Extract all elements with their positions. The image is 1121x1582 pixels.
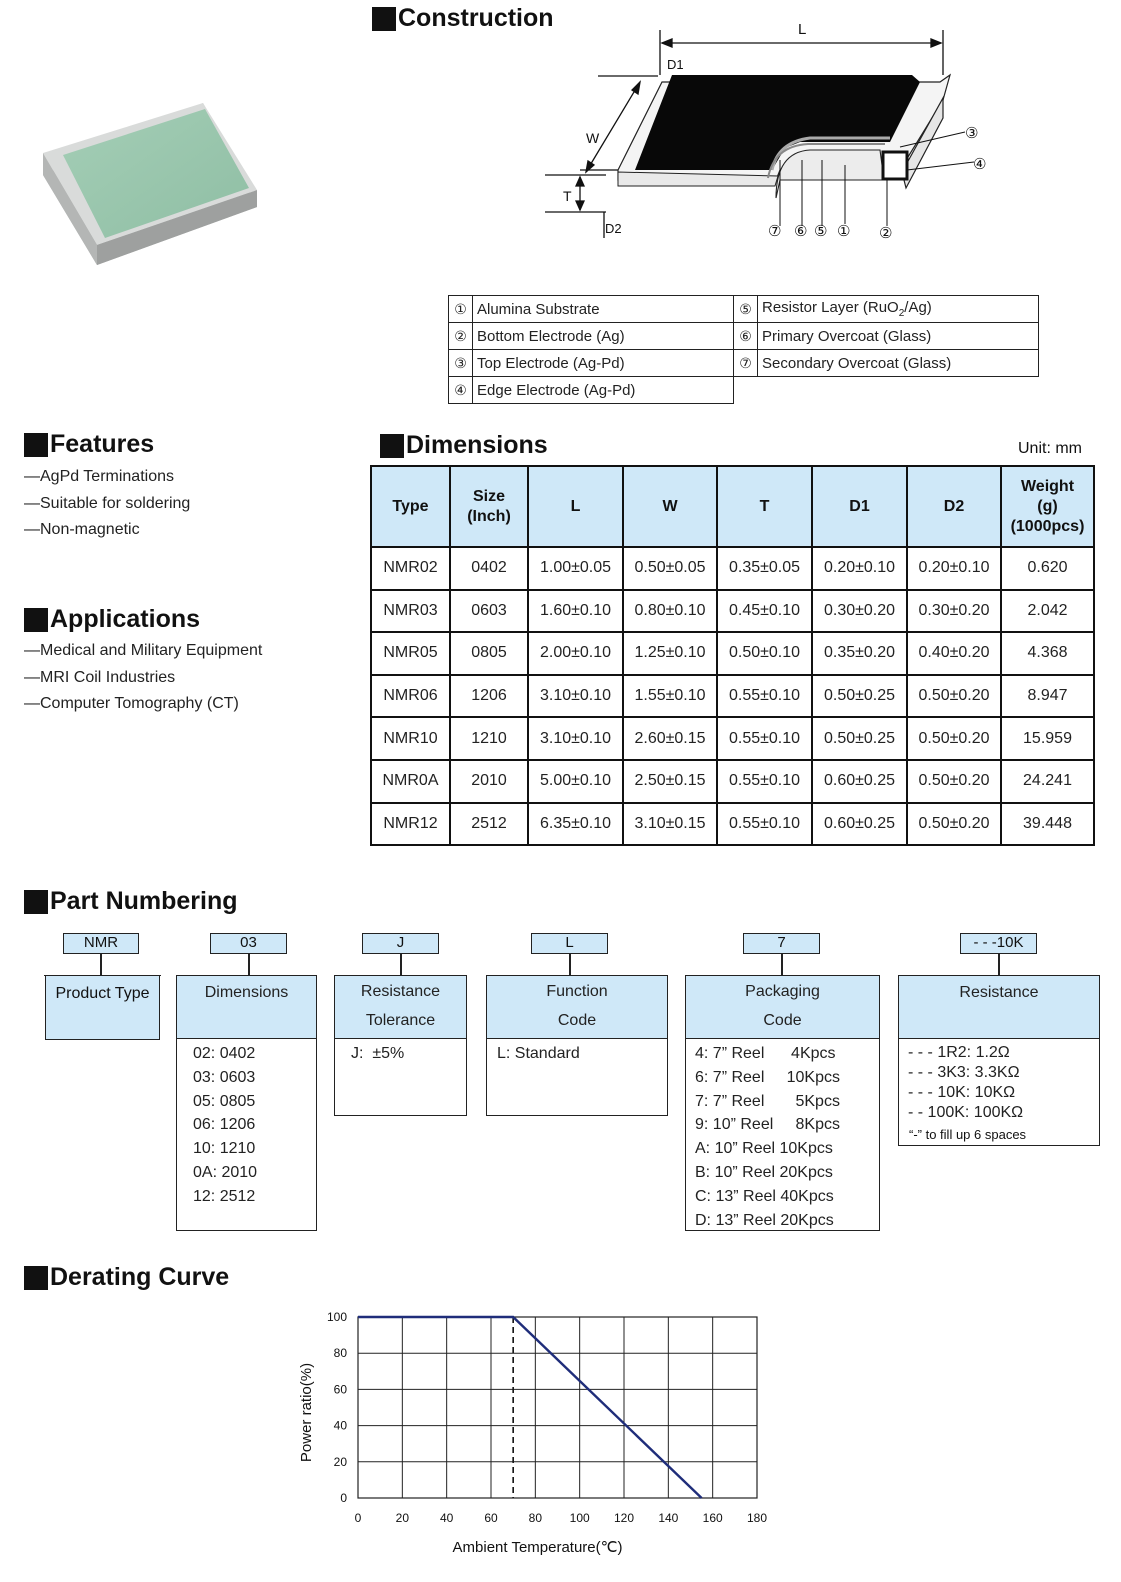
derating-chart	[290, 1300, 790, 1570]
table-cell: 4.368	[1001, 632, 1094, 675]
table-cell: NMR05	[371, 632, 450, 675]
table-cell: 1.00±0.05	[528, 547, 623, 590]
table-cell: 0.50±0.25	[812, 675, 907, 718]
table-cell: 0.35±0.20	[812, 632, 907, 675]
pn-col-resistance: Resistance - - - 1R2: 1.2Ω - - - 3K3: 3.3KΩ - - - 10K: 10KΩ - - 100K: 100KΩ “-” to fill up 6 spaces	[898, 975, 1100, 1146]
table-cell: 0.50±0.20	[907, 760, 1001, 803]
table-cell: 0.60±0.25	[812, 803, 907, 846]
table-cell: 0.50±0.20	[907, 675, 1001, 718]
table-cell: 0.80±0.10	[623, 590, 717, 633]
table-row	[371, 803, 1094, 846]
table-cell: 5.00±0.10	[528, 760, 623, 803]
table-cell: 0.40±0.20	[907, 632, 1001, 675]
list-item: —Computer Tomography (CT)	[24, 695, 239, 712]
callout-3: ③	[965, 125, 979, 142]
table-row	[371, 590, 1094, 633]
table-cell: 1210	[450, 717, 528, 760]
table-cell: NMR06	[371, 675, 450, 718]
y-tick-label: 40	[333, 1418, 347, 1433]
callout-1: ①	[837, 223, 851, 240]
table-cell: 0.50±0.25	[812, 717, 907, 760]
table-cell: 0.35±0.05	[717, 547, 812, 590]
pn-col-product-type: Product Type	[45, 975, 160, 1040]
x-tick-label: 140	[658, 1511, 679, 1525]
x-tick-label: 80	[528, 1511, 543, 1525]
table-cell: 2010	[450, 760, 528, 803]
table-cell: 0.30±0.20	[812, 590, 907, 633]
applications-list	[24, 638, 262, 718]
table-cell: 0402	[450, 547, 528, 590]
table-cell: 0.55±0.10	[717, 717, 812, 760]
table-cell: 2.042	[1001, 590, 1094, 633]
table-row	[371, 675, 1094, 718]
callout-5: ⑤	[814, 223, 828, 240]
dimensions-title: Dimensions	[380, 431, 548, 460]
plot-frame	[358, 1317, 757, 1498]
table-cell: 24.241	[1001, 760, 1094, 803]
part-numbering-title: Part Numbering	[24, 887, 238, 916]
table-cell: NMR10	[371, 717, 450, 760]
table-cell: 0.20±0.10	[907, 547, 1001, 590]
pn-col-tolerance: Resistance Tolerance J: ±5%	[334, 975, 467, 1116]
x-tick-label: 100	[569, 1511, 590, 1525]
pn-code-tolerance: J	[362, 933, 439, 954]
table-cell: NMR0A	[371, 760, 450, 803]
y-tick-label: 20	[333, 1454, 347, 1469]
table-cell: 0.620	[1001, 547, 1094, 590]
x-tick-label: 60	[484, 1511, 498, 1525]
x-tick-label: 180	[746, 1511, 768, 1525]
list-item: —Non-magnetic	[24, 521, 140, 538]
table-cell: 3.10±0.10	[528, 717, 623, 760]
callout-6: ⑥	[794, 223, 808, 240]
table-cell: 3.10±0.10	[528, 675, 623, 718]
table-cell: 39.448	[1001, 803, 1094, 846]
table-cell: 1.60±0.10	[528, 590, 623, 633]
pn-code-function: L	[531, 933, 608, 954]
features-title: Features	[24, 430, 154, 459]
table-cell: 1.55±0.10	[623, 675, 717, 718]
pn-code-dimension: 03	[210, 933, 287, 954]
pn-col-function: Function Code L: Standard	[486, 975, 668, 1116]
dim-label-W: W	[586, 130, 600, 146]
list-item: —AgPd Terminations	[24, 468, 174, 485]
table-cell: 2512	[450, 803, 528, 846]
construction-legend: ① Alumina Substrate ⑤ Resistor Layer (RuO$_2$/Ag) ② Bottom Electrode (Ag) ⑥ Primary Overcoat (Glass) ③ Top Electrode (Ag-Pd) ⑦ Secondary Overcoat (Glass) ④ Edge Electrode (Ag-Pd)	[448, 295, 1039, 404]
dim-label-D2: D2	[605, 221, 622, 236]
table-cell: NMR03	[371, 590, 450, 633]
derating-title: Derating Curve	[24, 1263, 229, 1292]
callout-2: ②	[879, 225, 893, 242]
unit-note: Unit: mm	[1018, 440, 1082, 457]
table-cell: 0.50±0.20	[907, 803, 1001, 846]
table-row	[371, 717, 1094, 760]
x-tick-label: 160	[702, 1511, 723, 1525]
x-tick-label: 0	[354, 1511, 362, 1525]
derating-series-line	[358, 1317, 702, 1498]
x-tick-label: 40	[439, 1511, 454, 1525]
table-cell: 0.30±0.20	[907, 590, 1001, 633]
table-cell: 0.55±0.10	[717, 675, 812, 718]
table-cell: 15.959	[1001, 717, 1094, 760]
table-cell: 2.60±0.15	[623, 717, 717, 760]
table-header-row: Type Size (Inch) L W T D1 D2 Weight (g) (1000pcs)	[371, 466, 1094, 547]
y-tick-label: 60	[333, 1382, 347, 1397]
callout-4: ④	[973, 156, 987, 173]
list-item: —Medical and Military Equipment	[24, 642, 263, 659]
table-cell: 0.50±0.20	[907, 717, 1001, 760]
table-cell: 0.50±0.10	[717, 632, 812, 675]
list-item: —MRI Coil Industries	[24, 668, 176, 686]
y-axis-label: Power ratio(%)	[298, 1362, 315, 1463]
construction-diagram	[540, 20, 1010, 250]
table-cell: 0.50±0.05	[623, 547, 717, 590]
table-cell: NMR02	[371, 547, 450, 590]
table-cell: 0805	[450, 632, 528, 675]
pn-code-resistance: - - -10K	[960, 933, 1037, 954]
table-row	[371, 632, 1094, 675]
table-cell: 0.55±0.10	[717, 803, 812, 846]
y-tick-label: 80	[333, 1346, 347, 1361]
callout-7: ⑦	[768, 223, 782, 240]
table-cell: 6.35±0.10	[528, 803, 623, 846]
pn-code-product: NMR	[63, 933, 139, 954]
list-item: —Suitable for soldering	[24, 494, 191, 512]
table-cell: 0.20±0.10	[812, 547, 907, 590]
table-cell: 2.00±0.10	[528, 632, 623, 675]
dim-label-L: L	[798, 21, 807, 38]
x-tick-label: 120	[613, 1511, 635, 1525]
x-tick-label: 20	[395, 1511, 410, 1525]
table-cell: 2.50±0.15	[623, 760, 717, 803]
table-cell: 0.60±0.25	[812, 760, 907, 803]
dim-label-D1: D1	[667, 57, 684, 72]
pn-col-packaging: Packaging Code 4: 7” Reel 4Kpcs 6: 7” Reel 10Kpcs 7: 7” Reel 5Kpcs 9: 10” Reel 8Kpcs A: 10” Reel 10Kpcs B: 10” Reel 20Kpcs C: 13” Reel 40Kpcs D: 13” Reel 20Kpcs	[685, 975, 880, 1231]
table-cell: 8.947	[1001, 675, 1094, 718]
pn-col-dimensions: Dimensions 02: 0402 03: 0603 05: 0805 06: 1206 10: 1210 0A: 2010 12: 2512	[176, 975, 317, 1231]
table-row	[371, 760, 1094, 803]
table-cell: 1206	[450, 675, 528, 718]
y-tick-label: 0	[340, 1491, 347, 1505]
dim-label-T: T	[563, 188, 572, 204]
construction-title: Construction	[372, 4, 554, 33]
resistor-chip-photo	[35, 95, 270, 270]
table-cell: NMR12	[371, 803, 450, 846]
table-cell: 1.25±0.10	[623, 632, 717, 675]
table-cell: 0603	[450, 590, 528, 633]
features-list	[24, 464, 190, 544]
table-row	[371, 547, 1094, 590]
pn-code-packaging: 7	[743, 933, 820, 954]
derating-chart-svg	[290, 1300, 790, 1570]
dimensions-table	[370, 465, 1095, 846]
table-cell: 0.45±0.10	[717, 590, 812, 633]
y-tick-label: 100	[326, 1310, 347, 1324]
x-axis-label: Ambient Temperature(℃)	[452, 1539, 623, 1556]
table-cell: 3.10±0.15	[623, 803, 717, 846]
table-cell: 0.55±0.10	[717, 760, 812, 803]
applications-title: Applications	[24, 605, 200, 634]
